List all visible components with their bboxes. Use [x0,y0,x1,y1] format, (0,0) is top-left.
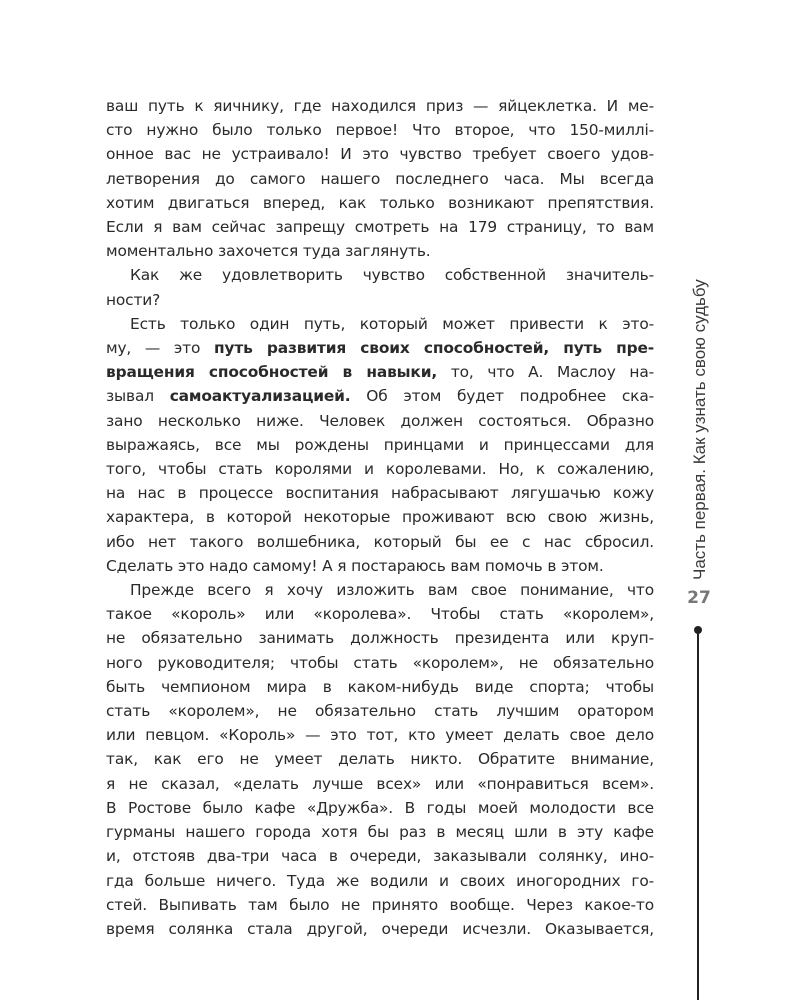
text-run: ваш путь к яичнику, где находился приз — яйцеклетка. И ме- [106,97,654,115]
text-line [106,893,654,917]
text-line [106,554,654,578]
text-run: Прежде всего я хочу изложить вам свое понимание, что [130,581,654,600]
text-run: или певцом. «Король» — это тот, кто умеет делать свое дело [106,726,654,745]
text-run: Об этом будет подробнее ска- [350,387,654,406]
text-run: зывал [106,387,170,406]
paragraph-2 [106,263,654,311]
text-line [106,288,654,312]
running-head-text: Часть первая. Как узнать свою судьбу [690,279,709,580]
bold-text-run: вращения способностей в навыки, [106,363,438,382]
text-run: Если я вам сейчас запрещу смотреть на 179 страницу, то вам [106,218,654,237]
text-line [106,578,654,602]
text-line [106,917,654,941]
text-line [106,723,654,747]
paragraph-3 [106,312,654,578]
text-line [106,167,654,191]
text-line [106,409,654,433]
bold-text-run: самоактуализацией. [169,387,351,406]
running-head [690,280,710,580]
text-run: моментально захочется туда заглянуть. [106,242,431,261]
text-line [106,844,654,868]
text-line [106,312,654,336]
text-line [106,772,654,796]
text-run: Как же удовлетворить чувство собственной значитель- [130,266,654,285]
text-run: я не сказал, «делать лучше всех» или «понравиться всем». [106,774,654,793]
text-run: такое «король» или «королева». Чтобы стать «королем», [106,605,654,624]
text-line [106,675,654,699]
text-run: время солянка стала другой, очереди исчезли. Оказывается, [106,919,654,938]
text-run: стать «королем», не обязательно стать лучшим оратором [106,702,654,721]
text-line [106,433,654,457]
text-run: гда больше ничего. Туда же водили и своих иногородних го- [106,871,654,890]
text-run: стей. Выпивать там было не принято вообще. Через какое-то [106,895,654,914]
text-line [106,191,654,215]
text-run: онное вас не устраивало! И это чувство требует своего удов- [106,145,654,164]
text-line [106,796,654,820]
text-line [106,384,654,408]
text-run: хотим двигаться вперед, как только возникают препятствия. [106,193,654,212]
text-line [106,336,654,360]
text-run: В Ростове было кафе «Дружба». В годы моей молодости все [106,798,654,817]
text-line [106,820,654,844]
text-run: летворения до самого нашего последнего часа. Мы всегда [106,169,654,188]
text-line [106,651,654,675]
text-run: на нас в процессе воспитания набрасывают лягушачью кожу [106,484,654,503]
text-run: ибо нет такого волшебника, который бы ее с нас сбросил. [106,532,654,551]
page-body-text [106,94,654,941]
text-line [106,699,654,723]
text-line [106,215,654,239]
text-line [106,747,654,771]
text-run: сто нужно было только первое! Что второе, что 150-миллi- [106,121,654,140]
text-run: и, отстояв два-три часа в очереди, заказывали солянку, ино- [106,847,654,866]
text-line [106,505,654,529]
text-run: характера, в которой некоторые проживают всю свою жизнь, [106,508,654,527]
text-line [106,239,654,263]
text-line [106,530,654,554]
text-line [106,481,654,505]
page-number: 27 [687,588,711,608]
paragraph-4 [106,578,654,941]
text-run: ности? [106,290,161,309]
text-line [106,118,654,142]
text-run: гурманы нашего города хотя бы раз в месяц шли в эту кафе [106,823,654,842]
text-line [106,94,654,118]
text-run: того, чтобы стать королями и королевами. Но, к сожалению, [106,460,654,479]
margin-rule-line [697,630,699,1000]
text-run: то, что А. Маслоу на- [437,363,654,382]
text-run: ного руководителя; чтобы стать «королем», не обязательно [106,653,654,672]
text-line [106,602,654,626]
text-line [106,626,654,650]
text-run: выражаясь, все мы рождены принцами и принцессами для [106,435,654,454]
text-run: зано несколько ниже. Человек должен состояться. Образно [106,411,654,430]
text-line [106,457,654,481]
bold-text-run: путь развития своих способностей, путь пре- [213,339,654,358]
text-line [106,360,654,384]
text-line [106,142,654,166]
text-run: так, как его не умеет делать никто. Обратите внимание, [106,750,654,769]
text-line [106,869,654,893]
text-line [106,263,654,287]
text-run: не обязательно занимать должность президента или круп- [106,629,654,648]
text-run: Сделать это надо самому! А я постараюсь вам помочь в этом. [106,556,604,575]
text-run: Есть только один путь, который может привести к это- [130,314,654,333]
text-run: быть чемпионом мира в каком-нибудь виде спорта; чтобы [106,677,654,696]
text-run: му, — это [106,339,214,358]
paragraph-1 [106,94,654,263]
